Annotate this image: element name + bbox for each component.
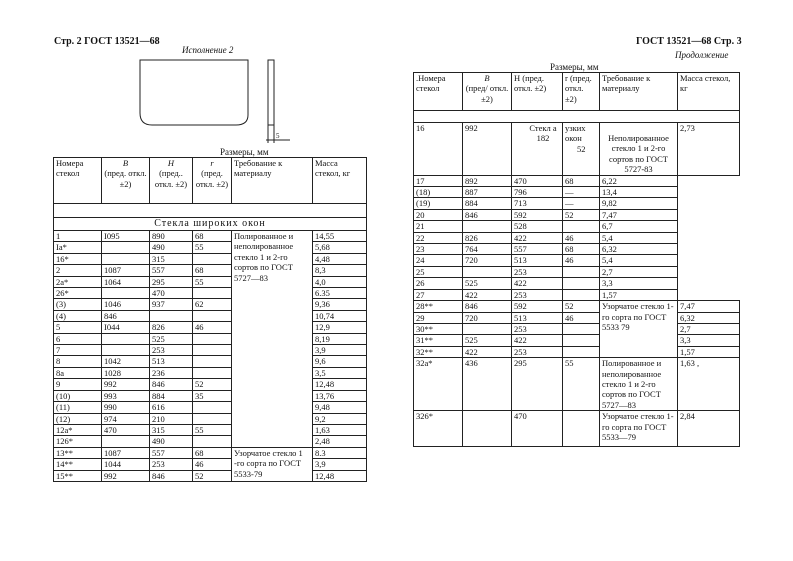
cell-r bbox=[193, 402, 232, 413]
row32b-h: 470 bbox=[512, 411, 563, 447]
cell-number: 14** bbox=[54, 459, 102, 470]
cell-b: 846 bbox=[463, 209, 512, 220]
cell-number: 17 bbox=[414, 175, 463, 186]
cell-r bbox=[563, 278, 600, 289]
rcol-r-header: r (пред. откл. ±2) bbox=[563, 73, 600, 111]
cell-r: 46 bbox=[563, 232, 600, 243]
cell-h: 253 bbox=[150, 459, 193, 470]
spacer-row bbox=[54, 204, 367, 218]
cell-mass: 1,63 bbox=[313, 424, 367, 435]
cell-h: 490 bbox=[150, 242, 193, 253]
dimension-label: 5 bbox=[276, 132, 280, 140]
rcol-h-header: H (пред. откл. ±2) bbox=[512, 73, 563, 111]
section-row bbox=[54, 218, 367, 231]
left-sizes-label: Размеры, мм bbox=[220, 147, 269, 157]
cell-b bbox=[463, 221, 512, 232]
row32a-r: 55 bbox=[563, 358, 600, 411]
cell-number: 16* bbox=[54, 253, 102, 264]
cell-number: 8 bbox=[54, 356, 102, 367]
table-row bbox=[414, 301, 740, 312]
cell-mass: 2,48 bbox=[313, 436, 367, 447]
col-r-header bbox=[193, 158, 232, 204]
cell-r bbox=[193, 413, 232, 424]
cell-mass: 8.3 bbox=[313, 447, 367, 458]
cell-r bbox=[193, 367, 232, 378]
rcol-req-header: Требование к материалу bbox=[600, 73, 678, 111]
cell-b bbox=[102, 436, 150, 447]
cell-h: 422 bbox=[512, 278, 563, 289]
row16-r bbox=[563, 123, 600, 176]
left-table bbox=[53, 157, 367, 482]
rcol-num-header: .Номера стекол bbox=[414, 73, 463, 111]
cell-h: 796 bbox=[512, 187, 563, 198]
cell-h: 525 bbox=[150, 333, 193, 344]
table-row bbox=[414, 123, 740, 176]
cell-number: 6 bbox=[54, 333, 102, 344]
cell-number: 31** bbox=[414, 335, 463, 346]
cell-r: 52 bbox=[193, 379, 232, 390]
drawing-caption: Исполнение 2 bbox=[182, 45, 234, 55]
cell-b: 974 bbox=[102, 413, 150, 424]
cell-mass: 10,74 bbox=[313, 310, 367, 321]
cell-r: 55 bbox=[193, 242, 232, 253]
row32a-req: Полированное и неполированное стекло 1 и 2-го сортов по ГОСТ 5727—83 bbox=[600, 358, 678, 411]
cell-number: 27 bbox=[414, 289, 463, 300]
cell-r: 52 bbox=[193, 470, 232, 481]
cell-r bbox=[193, 345, 232, 356]
cell-b: 1044 bbox=[102, 459, 150, 470]
table-row bbox=[54, 288, 367, 299]
cell-mass: 9,48 bbox=[313, 402, 367, 413]
left-req-group-1: Полированное и неполированное стекло 1 и 2-го сортов по ГОСТ 5727—83 bbox=[232, 231, 313, 448]
glass-drawing bbox=[130, 55, 300, 150]
cell-h: 713 bbox=[512, 198, 563, 209]
cell-b: 826 bbox=[463, 232, 512, 243]
glass-front-outline bbox=[140, 60, 248, 125]
table-row bbox=[54, 231, 367, 242]
cell-number: (12) bbox=[54, 413, 102, 424]
cell-h: 592 bbox=[512, 209, 563, 220]
table-row bbox=[414, 278, 740, 289]
cell-r bbox=[563, 323, 600, 334]
cell-number: Ia* bbox=[54, 242, 102, 253]
cell-r bbox=[193, 253, 232, 264]
cell-b: 884 bbox=[463, 198, 512, 209]
rcol-mass-header: Масса стекол, кг bbox=[678, 73, 740, 111]
table-row bbox=[54, 470, 367, 481]
cell-number: (19) bbox=[414, 198, 463, 209]
table-row bbox=[54, 276, 367, 287]
cell-mass: 2,7 bbox=[600, 266, 678, 277]
table-row bbox=[54, 265, 367, 276]
cell-h: 557 bbox=[512, 244, 563, 255]
cell-r bbox=[563, 335, 600, 346]
cell-mass: 6,32 bbox=[678, 312, 740, 323]
table-row bbox=[414, 244, 740, 255]
cell-b bbox=[102, 242, 150, 253]
left-page-header: Стр. 2 ГОСТ 13521—68 bbox=[54, 36, 160, 47]
cell-number: 12a* bbox=[54, 424, 102, 435]
table-row bbox=[414, 175, 740, 186]
row16-r-b: 52 bbox=[577, 143, 586, 154]
cell-number: (3) bbox=[54, 299, 102, 310]
row32b-b bbox=[463, 411, 512, 447]
cell-b bbox=[102, 345, 150, 356]
cell-mass: 14,55 bbox=[313, 231, 367, 242]
row32a-h: 295 bbox=[512, 358, 563, 411]
cell-b: 764 bbox=[463, 244, 512, 255]
cell-mass: 5,4 bbox=[600, 255, 678, 266]
cell-number: 24 bbox=[414, 255, 463, 266]
table-row bbox=[54, 367, 367, 378]
cell-r: 35 bbox=[193, 390, 232, 401]
cell-mass: 6.35 bbox=[313, 288, 367, 299]
table-row bbox=[414, 411, 740, 447]
col-h-symbol: H bbox=[167, 158, 175, 168]
right-table bbox=[413, 72, 740, 447]
cell-mass: 5,68 bbox=[313, 242, 367, 253]
cell-mass: 6,7 bbox=[600, 221, 678, 232]
rcol-b-symbol: B bbox=[484, 73, 490, 83]
cell-number: (11) bbox=[54, 402, 102, 413]
table-row bbox=[54, 345, 367, 356]
cell-number: 1 bbox=[54, 231, 102, 242]
col-req-header: Требование к материалу bbox=[232, 158, 313, 204]
cell-b: 422 bbox=[463, 289, 512, 300]
table-row bbox=[414, 323, 740, 334]
cell-r: 68 bbox=[563, 244, 600, 255]
table-row bbox=[414, 255, 740, 266]
cell-r: — bbox=[563, 198, 600, 209]
table-row bbox=[54, 242, 367, 253]
cell-b: 1064 bbox=[102, 276, 150, 287]
table-row bbox=[414, 232, 740, 243]
cell-r bbox=[193, 310, 232, 321]
cell-mass: 3,9 bbox=[313, 459, 367, 470]
cell-number: 30** bbox=[414, 323, 463, 334]
cell-number: 5 bbox=[54, 322, 102, 333]
col-b-symbol: B bbox=[122, 158, 129, 168]
cell-b: I095 bbox=[102, 231, 150, 242]
right-req-group-2: Узорчатое стекло 1-го сорта по ГОСТ 5533 79 bbox=[600, 301, 678, 358]
cell-r bbox=[193, 356, 232, 367]
cell-r: 68 bbox=[193, 231, 232, 242]
cell-mass: 4,0 bbox=[313, 276, 367, 287]
table-row bbox=[54, 447, 367, 458]
rcol-b-tolerance: (пред/ откл. ±2) bbox=[465, 83, 509, 104]
right-sizes-label: Размеры, мм bbox=[550, 62, 599, 72]
cell-number: 29 bbox=[414, 312, 463, 323]
table-row bbox=[414, 346, 740, 357]
cell-b: I044 bbox=[102, 322, 150, 333]
row16-h bbox=[512, 123, 563, 176]
cell-number: 26 bbox=[414, 278, 463, 289]
row32b-r bbox=[563, 411, 600, 447]
cell-mass: 5,4 bbox=[600, 232, 678, 243]
cell-number: 2a* bbox=[54, 276, 102, 287]
cell-r bbox=[563, 221, 600, 232]
cell-h: 236 bbox=[150, 367, 193, 378]
table-row bbox=[54, 402, 367, 413]
cell-b: 846 bbox=[102, 310, 150, 321]
cell-number: 22 bbox=[414, 232, 463, 243]
cell-mass: 8,3 bbox=[313, 265, 367, 276]
cell-h: 253 bbox=[512, 323, 563, 334]
cell-mass: 1,57 bbox=[678, 346, 740, 357]
cell-mass: 7,47 bbox=[678, 301, 740, 312]
cell-r: 68 bbox=[193, 447, 232, 458]
cell-number: (18) bbox=[414, 187, 463, 198]
col-b-header bbox=[102, 158, 150, 204]
cell-r bbox=[193, 288, 232, 299]
table-row bbox=[54, 299, 367, 310]
cell-r: 55 bbox=[193, 424, 232, 435]
cell-h: 557 bbox=[150, 265, 193, 276]
cell-mass: 6,22 bbox=[600, 175, 678, 186]
cell-mass: 6,32 bbox=[600, 244, 678, 255]
continuation-label: Продолжение bbox=[675, 50, 729, 60]
cell-h: 490 bbox=[150, 436, 193, 447]
table-row bbox=[414, 209, 740, 220]
cell-r bbox=[193, 436, 232, 447]
cell-h: 253 bbox=[512, 266, 563, 277]
cell-mass: 8,19 bbox=[313, 333, 367, 344]
cell-number: 126* bbox=[54, 436, 102, 447]
cell-mass: 12,9 bbox=[313, 322, 367, 333]
cell-number: 13** bbox=[54, 447, 102, 458]
cell-number: 23 bbox=[414, 244, 463, 255]
cell-h: 253 bbox=[150, 345, 193, 356]
cell-b: 846 bbox=[463, 301, 512, 312]
cell-mass: 3,3 bbox=[600, 278, 678, 289]
cell-h bbox=[150, 310, 193, 321]
row16-b: 992 bbox=[463, 123, 512, 176]
rcol-b-header bbox=[463, 73, 512, 111]
row16-num: 16 bbox=[414, 123, 463, 176]
cell-b: 1042 bbox=[102, 356, 150, 367]
cell-mass: 3,3 bbox=[678, 335, 740, 346]
cell-number: 25 bbox=[414, 266, 463, 277]
row16-h-b: 182 bbox=[536, 133, 550, 144]
cell-h: 513 bbox=[150, 356, 193, 367]
table-row bbox=[54, 379, 367, 390]
cell-mass: 9,36 bbox=[313, 299, 367, 310]
row32b-mass: 2,84 bbox=[678, 411, 740, 447]
cell-h: 422 bbox=[512, 232, 563, 243]
cell-b: 887 bbox=[463, 187, 512, 198]
table-row bbox=[54, 310, 367, 321]
row16-r-a: узких окон bbox=[565, 123, 586, 144]
cell-number: 32** bbox=[414, 346, 463, 357]
cell-mass: 4,48 bbox=[313, 253, 367, 264]
row16-mass: 2,73 bbox=[678, 123, 740, 176]
cell-r: 68 bbox=[563, 175, 600, 186]
cell-mass: 1,57 bbox=[600, 289, 678, 300]
cell-r: 52 bbox=[563, 209, 600, 220]
col-r-symbol: r bbox=[210, 158, 214, 168]
cell-h: 315 bbox=[150, 253, 193, 264]
cell-b: 992 bbox=[102, 379, 150, 390]
cell-mass: 9,82 bbox=[600, 198, 678, 209]
col-h-header bbox=[150, 158, 193, 204]
cell-mass: 13,4 bbox=[600, 187, 678, 198]
section-title: Стекла широких окон bbox=[54, 218, 367, 231]
cell-number: 7 bbox=[54, 345, 102, 356]
table-row bbox=[54, 436, 367, 447]
cell-r: 46 bbox=[193, 322, 232, 333]
table-row bbox=[414, 335, 740, 346]
cell-r bbox=[563, 289, 600, 300]
cell-b: 990 bbox=[102, 402, 150, 413]
table-row bbox=[414, 358, 740, 411]
cell-h: 422 bbox=[512, 335, 563, 346]
cell-number: 20 bbox=[414, 209, 463, 220]
cell-h: 470 bbox=[150, 288, 193, 299]
cell-h: 315 bbox=[150, 424, 193, 435]
cell-number: 26* bbox=[54, 288, 102, 299]
cell-mass: 9,2 bbox=[313, 413, 367, 424]
right-page-header: ГОСТ 13521—68 Стр. 3 bbox=[636, 36, 742, 47]
cell-b: 992 bbox=[102, 470, 150, 481]
table-row bbox=[414, 221, 740, 232]
col-r-tolerance: (пред. откл. ±2) bbox=[195, 168, 229, 189]
cell-b bbox=[463, 266, 512, 277]
cell-r: 46 bbox=[193, 459, 232, 470]
cell-h: 890 bbox=[150, 231, 193, 242]
glass-side-outline bbox=[268, 60, 274, 125]
cell-number: 28** bbox=[414, 301, 463, 312]
right-req-group-1: Неполированное стекло 1 и 2-го сортов по ГОСТ 5727-83 bbox=[600, 123, 678, 176]
cell-r: 62 bbox=[193, 299, 232, 310]
cell-b bbox=[102, 288, 150, 299]
cell-r: 68 bbox=[193, 265, 232, 276]
cell-h: 470 bbox=[512, 175, 563, 186]
cell-h: 513 bbox=[512, 255, 563, 266]
cell-h: 846 bbox=[150, 470, 193, 481]
row32a-b: 436 bbox=[463, 358, 512, 411]
cell-b: 1046 bbox=[102, 299, 150, 310]
cell-b bbox=[463, 323, 512, 334]
table-row bbox=[414, 198, 740, 209]
col-h-tolerance: (пред.. откл. ±2) bbox=[154, 168, 188, 189]
cell-h: 616 bbox=[150, 402, 193, 413]
table-row bbox=[54, 459, 367, 470]
cell-h: 826 bbox=[150, 322, 193, 333]
table-row bbox=[414, 266, 740, 277]
cell-r bbox=[563, 346, 600, 357]
cell-mass: 3,5 bbox=[313, 367, 367, 378]
cell-mass: 2,7 bbox=[678, 323, 740, 334]
cell-number: 8a bbox=[54, 367, 102, 378]
cell-mass: 12,48 bbox=[313, 470, 367, 481]
cell-b: 1087 bbox=[102, 265, 150, 276]
cell-number: (4) bbox=[54, 310, 102, 321]
cell-b: 720 bbox=[463, 312, 512, 323]
cell-number: 9 bbox=[54, 379, 102, 390]
cell-h: 937 bbox=[150, 299, 193, 310]
cell-r bbox=[563, 266, 600, 277]
cell-number: 21 bbox=[414, 221, 463, 232]
cell-b: 1028 bbox=[102, 367, 150, 378]
cell-r bbox=[193, 333, 232, 344]
cell-b bbox=[102, 333, 150, 344]
col-b-tolerance: (пред. откл. ±2) bbox=[104, 168, 147, 189]
left-req-group-2: Узорчатое стекло 1 -го сорта по ГОСТ 5533-79 bbox=[232, 447, 313, 481]
cell-r: 52 bbox=[563, 301, 600, 312]
cell-b: 993 bbox=[102, 390, 150, 401]
cell-h: 253 bbox=[512, 289, 563, 300]
table-row bbox=[54, 333, 367, 344]
row32b-num: 326* bbox=[414, 411, 463, 447]
cell-h: 210 bbox=[150, 413, 193, 424]
row32a-mass: 1,63 , bbox=[678, 358, 740, 411]
right-table-header bbox=[414, 73, 740, 111]
row16-h-a: Стекл а bbox=[529, 123, 557, 133]
cell-b: 720 bbox=[463, 255, 512, 266]
right-spacer-row bbox=[414, 111, 740, 123]
row32b-req: Узорчатое стекло 1-го сорта по ГОСТ 5533—79 bbox=[600, 411, 678, 447]
table-row bbox=[54, 253, 367, 264]
table-row bbox=[54, 356, 367, 367]
table-row bbox=[54, 322, 367, 333]
table-row bbox=[414, 187, 740, 198]
cell-mass: 12,48 bbox=[313, 379, 367, 390]
table-row bbox=[54, 413, 367, 424]
cell-b: 525 bbox=[463, 278, 512, 289]
table-row bbox=[414, 289, 740, 300]
cell-h: 253 bbox=[512, 346, 563, 357]
cell-r: 55 bbox=[193, 276, 232, 287]
cell-h: 513 bbox=[512, 312, 563, 323]
cell-number: (10) bbox=[54, 390, 102, 401]
col-num-header: Номера стекол bbox=[54, 158, 102, 204]
cell-mass: 3,9 bbox=[313, 345, 367, 356]
cell-r: — bbox=[563, 187, 600, 198]
cell-h: 846 bbox=[150, 379, 193, 390]
cell-h: 295 bbox=[150, 276, 193, 287]
table-row bbox=[54, 390, 367, 401]
left-table-header bbox=[54, 158, 367, 204]
row32a-num: 32a* bbox=[414, 358, 463, 411]
cell-b: 892 bbox=[463, 175, 512, 186]
table-row bbox=[414, 312, 740, 323]
cell-h: 557 bbox=[150, 447, 193, 458]
col-mass-header: Масса стекол, кг bbox=[313, 158, 367, 204]
cell-mass: 13,76 bbox=[313, 390, 367, 401]
cell-b: 422 bbox=[463, 346, 512, 357]
cell-r: 46 bbox=[563, 312, 600, 323]
cell-number: 2 bbox=[54, 265, 102, 276]
cell-h: 592 bbox=[512, 301, 563, 312]
cell-r: 46 bbox=[563, 255, 600, 266]
cell-h: 528 bbox=[512, 221, 563, 232]
cell-b: 1087 bbox=[102, 447, 150, 458]
cell-b: 525 bbox=[463, 335, 512, 346]
cell-number: 15** bbox=[54, 470, 102, 481]
cell-h: 884 bbox=[150, 390, 193, 401]
cell-b bbox=[102, 253, 150, 264]
cell-b: 470 bbox=[102, 424, 150, 435]
cell-mass: 9,6 bbox=[313, 356, 367, 367]
cell-mass: 7,47 bbox=[600, 209, 678, 220]
table-row bbox=[54, 424, 367, 435]
